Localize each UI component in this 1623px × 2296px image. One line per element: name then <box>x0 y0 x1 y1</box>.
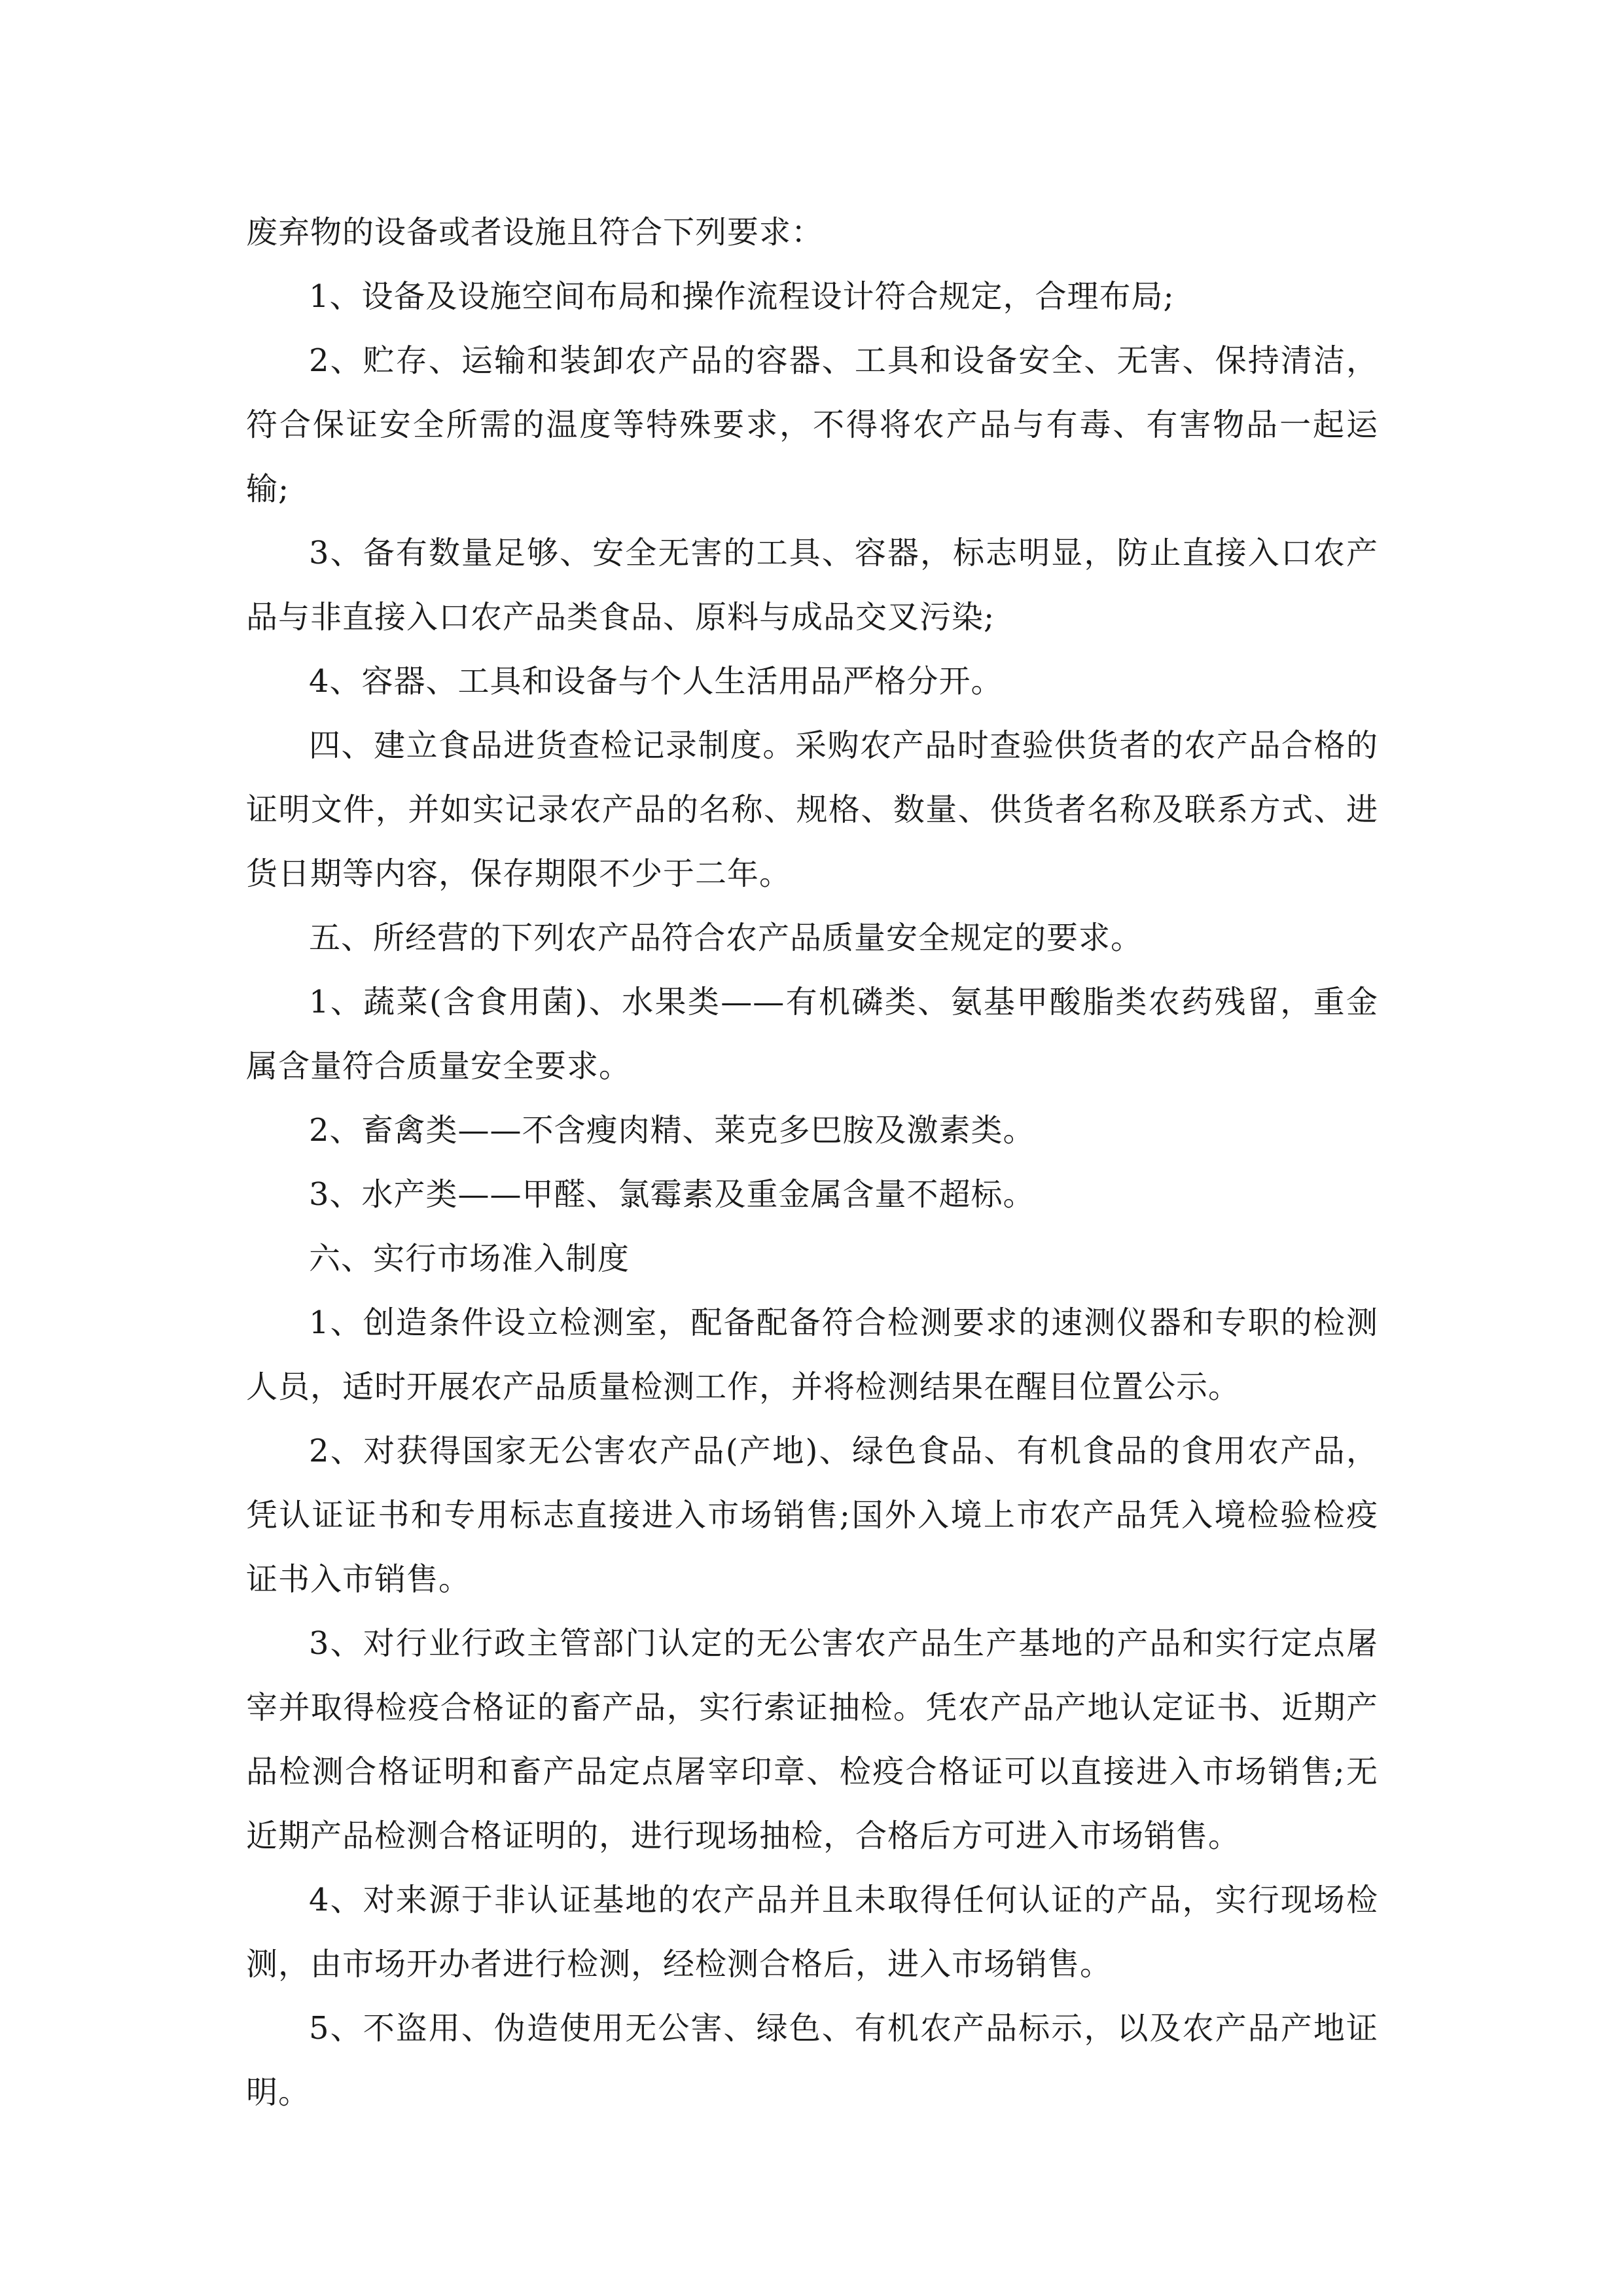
paragraph: 1、蔬菜(含食用菌)、水果类——有机磷类、氨基甲酸脂类农药残留，重金属含量符合质量安全要求。 <box>246 984 1378 1085</box>
paragraph-continuation: 废弃物的设备或者设施且符合下列要求： <box>246 214 824 251</box>
paragraph: 3、对行业行政主管部门认定的无公害农产品生产基地的产品和实行定点屠宰并取得检疫合格证的畜产品，实行索证抽检。凭农产品产地认定证书、近期产品检测合格证明和畜产品定点屠宰印章、检疫合格证可以直接进入市场销售;无近期产品检测合格证明的，进行现场抽检，合格后方可进入市场销售。 <box>246 1625 1378 1854</box>
document-body <box>246 200 1378 2125</box>
paragraph: 5、不盗用、伪造使用无公害、绿色、有机农产品标示，以及农产品产地证明。 <box>246 2010 1378 2111</box>
paragraph: 3、备有数量足够、安全无害的工具、容器，标志明显，防止直接入口农产品与非直接入口农产品类食品、原料与成品交叉污染; <box>246 535 1378 636</box>
section-heading-4: 四、建立食品进货查检记录制度。采购农产品时查验供货者的农产品合格的证明文件，并如实记录农产品的名称、规格、数量、供货者名称及联系方式、进货日期等内容，保存期限不少于二年。 <box>246 727 1378 892</box>
paragraph: 2、畜禽类——不含瘦肉精、莱克多巴胺及激素类。 <box>309 1112 1035 1149</box>
paragraph: 1、设备及设施空间布局和操作流程设计符合规定，合理布局; <box>309 278 1175 315</box>
paragraph: 4、对来源于非认证基地的农产品并且未取得任何认证的产品，实行现场检测，由市场开办者进行检测，经检测合格后，进入市场销售。 <box>246 1882 1378 1982</box>
paragraph: 2、贮存、运输和装卸农产品的容器、工具和设备安全、无害、保持清洁，符合保证安全所需的温度等特殊要求，不得将农产品与有毒、有害物品一起运输; <box>246 342 1378 507</box>
paragraph: 1、创造条件设立检测室，配备配备符合检测要求的速测仪器和专职的检测人员，适时开展农产品质量检测工作，并将检测结果在醒目位置公示。 <box>246 1304 1378 1405</box>
paragraph: 3、水产类——甲醛、氯霉素及重金属含量不超标。 <box>309 1176 1035 1213</box>
section-heading-5: 五、所经营的下列农产品符合农产品质量安全规定的要求。 <box>309 920 1143 956</box>
paragraph: 4、容器、工具和设备与个人生活用品严格分开。 <box>309 663 1003 700</box>
section-heading-6: 六、实行市场准入制度 <box>309 1240 630 1277</box>
paragraph: 2、对获得国家无公害农产品(产地)、绿色食品、有机食品的食用农产品，凭认证证书和专用标志直接进入市场销售;国外入境上市农产品凭入境检验检疫证书入市销售。 <box>246 1433 1378 1598</box>
